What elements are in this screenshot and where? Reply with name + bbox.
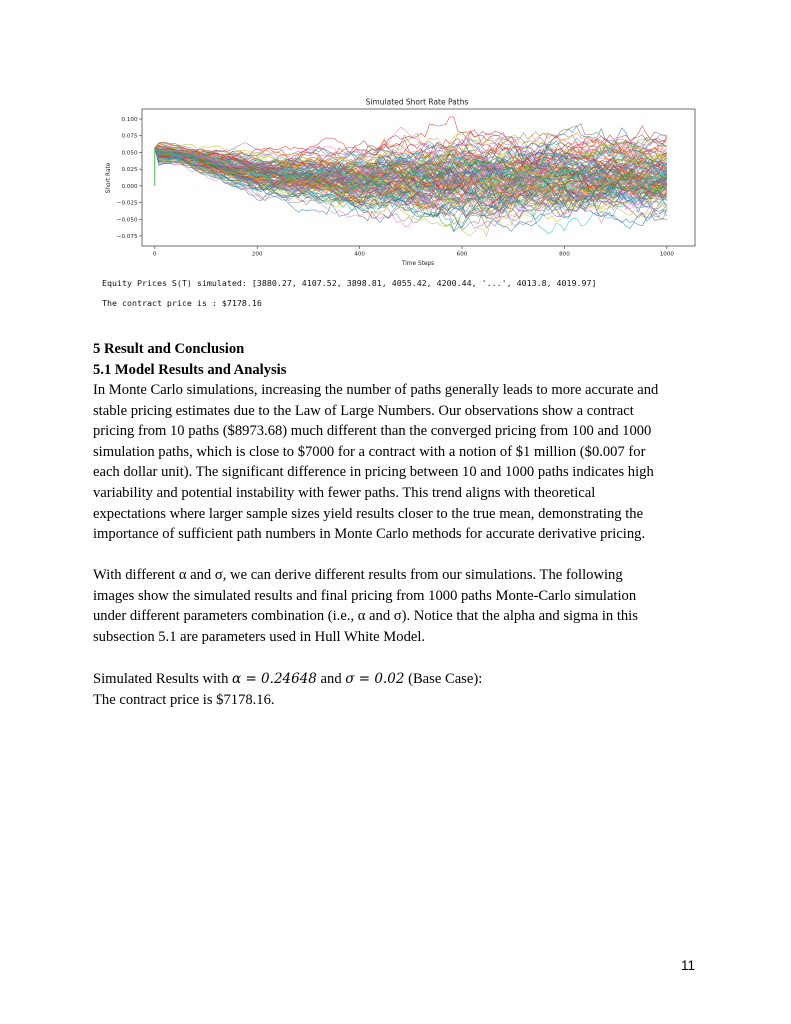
base-case-prefix: Simulated Results with xyxy=(93,671,233,687)
contract-price-output: The contract price is : $7178.16 xyxy=(102,298,262,308)
y-tick-label: −0.050 xyxy=(116,217,138,224)
base-case-suffix: (Base Case): xyxy=(404,671,483,687)
subsection-heading: 5.1 Model Results and Analysis xyxy=(93,362,287,378)
section-heading: 5 Result and Conclusion xyxy=(93,341,245,357)
paragraph-line: each dollar unit). The significant difference in pricing between 10 and 1000 paths indicates high xyxy=(93,464,654,481)
paragraph-line: simulation paths, which is close to $7000 for a contract with a notion of $1 million ($0.007 for xyxy=(93,443,646,460)
paragraph-line: subsection 5.1 are parameters used in Hull White Model. xyxy=(93,628,426,645)
x-tick-label: 0 xyxy=(153,251,157,258)
paragraph-monte-carlo xyxy=(93,380,703,545)
y-tick-label: 0.100 xyxy=(121,117,138,124)
page-number: 11 xyxy=(681,958,696,973)
paragraph-line: importance of sufficient path numbers in Monte Carlo methods for accurate derivative pricing. xyxy=(93,526,646,543)
y-tick-label: −0.075 xyxy=(116,233,138,240)
short-rate-chart xyxy=(100,94,700,270)
paragraph-line: With different α and σ, we can derive different results from our simulations. The following xyxy=(93,567,623,583)
y-tick-label: −0.025 xyxy=(116,200,138,207)
paths-layer xyxy=(155,117,667,236)
alpha-equation: α = 0.24648 xyxy=(232,671,317,687)
contract-price-sentence: The contract price is $7178.16. xyxy=(93,691,275,708)
y-tick-label: 0.050 xyxy=(121,150,138,157)
short-rate-figure xyxy=(100,94,700,270)
and-word: and xyxy=(316,671,346,687)
paragraph-line: under different parameters combination (i.e., α and σ). Notice that the alpha and sigma in this xyxy=(93,608,638,625)
base-case-line xyxy=(93,669,703,690)
x-tick-label: 600 xyxy=(456,251,468,258)
x-tick-label: 1000 xyxy=(659,251,674,258)
paragraph-line: stable pricing estimates due to the Law of Large Numbers. Our observations show a contract xyxy=(93,402,634,419)
x-axis-label: Time Steps xyxy=(401,261,435,267)
y-tick-label: 0.000 xyxy=(121,183,138,190)
y-axis-label: Short Rate xyxy=(106,162,112,194)
paragraph-line: variability and potential instability with fewer paths. This trend aligns with theoretical xyxy=(93,484,596,501)
chart-title: Simulated Short Rate Paths xyxy=(365,97,469,107)
base-case-block xyxy=(93,669,703,710)
x-tick-label: 400 xyxy=(354,251,365,258)
y-tick-label: 0.075 xyxy=(121,133,138,140)
sigma-equation: σ = 0.02 xyxy=(345,671,405,687)
paragraph-parameters xyxy=(93,565,703,647)
x-tick-label: 800 xyxy=(559,251,570,258)
paragraph-line: images show the simulated results and final pricing from 1000 paths Monte-Carlo simulation xyxy=(93,587,637,604)
x-tick-label: 200 xyxy=(251,251,263,258)
equity-prices-output: Equity Prices S(T) simulated: [3880.27, 4107.52, 3898.81, 4055.42, 4200.44, '...', 4013.8, 4019.97] xyxy=(102,278,597,288)
paragraph-line: pricing from 10 paths ($8973.68) much different than the converged pricing from 100 and 1000 xyxy=(93,423,652,440)
paragraph-line: expectations where larger sample sizes yield results closer to the true mean, demonstrating the xyxy=(93,505,644,522)
y-tick-label: 0.025 xyxy=(121,167,138,174)
paragraph-line: In Monte Carlo simulations, increasing the number of paths generally leads to more accurate and xyxy=(93,382,659,398)
